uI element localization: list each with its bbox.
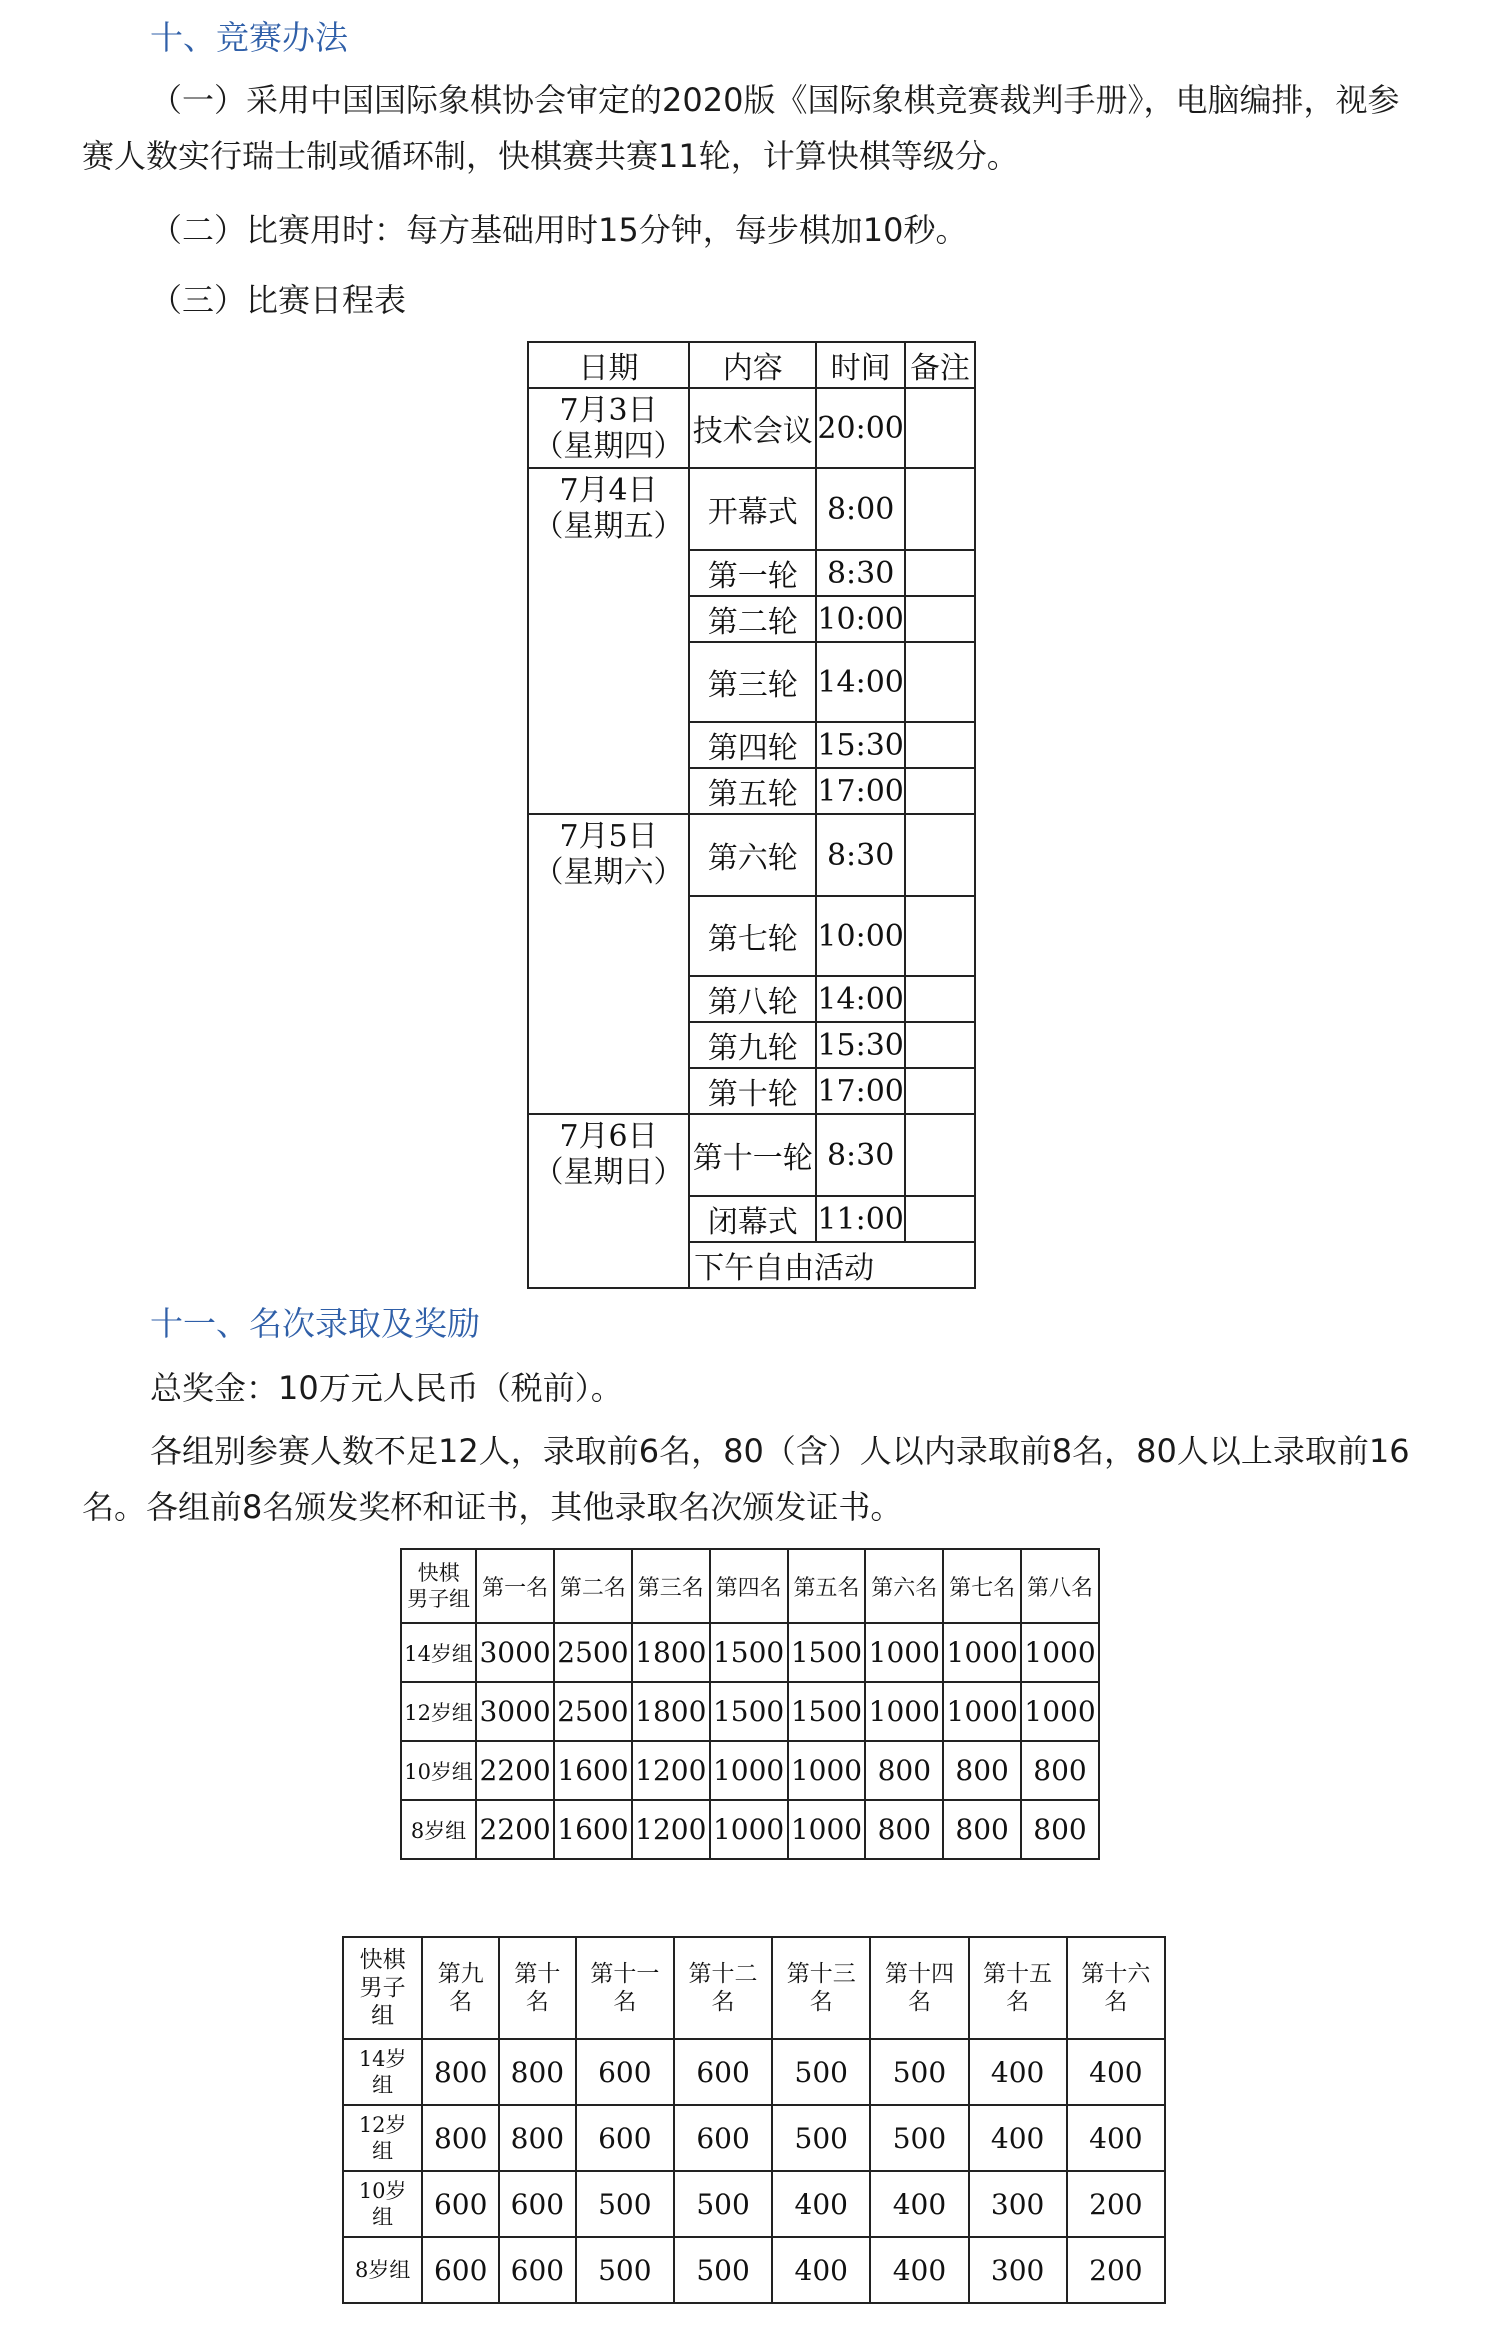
prize-amount: 400	[1067, 2105, 1165, 2171]
prize-group-label: 12岁组	[401, 1682, 476, 1741]
prize-amount: 1200	[632, 1741, 710, 1800]
schedule-note	[905, 642, 975, 722]
schedule-time: 8:30	[816, 550, 904, 596]
prize-amount: 600	[499, 2171, 576, 2237]
schedule-content: 第十一轮	[689, 1114, 816, 1196]
schedule-date: 7月4日	[559, 473, 658, 508]
prize-amount: 600	[576, 2039, 674, 2105]
prize-group-label: 8岁组	[343, 2237, 422, 2303]
prize-amount: 600	[576, 2105, 674, 2171]
schedule-weekday: （星期五）	[533, 509, 684, 544]
prize-amount: 1600	[554, 1800, 632, 1859]
schedule-note	[905, 468, 975, 550]
prize-amount: 2200	[476, 1741, 554, 1800]
prize-table-top8-header-row	[401, 1549, 1099, 1623]
schedule-row	[528, 814, 975, 896]
prize-amount: 1000	[788, 1741, 866, 1800]
schedule-time: 15:30	[816, 1022, 904, 1068]
prize-amount: 3000	[476, 1682, 554, 1741]
prize-rank-header: 第十三 名	[772, 1937, 870, 2039]
prize-amount: 800	[1021, 1741, 1099, 1800]
prize-amount: 1800	[632, 1623, 710, 1682]
prize-amount: 600	[422, 2171, 499, 2237]
prize-rank-header: 第二名	[554, 1549, 632, 1623]
prize-rank-header: 第一名	[476, 1549, 554, 1623]
prize-amount: 400	[772, 2237, 870, 2303]
prize-amount: 400	[772, 2171, 870, 2237]
section-11-paragraph-2	[82, 1423, 1427, 1535]
prize-table-row	[343, 2039, 1165, 2105]
prize-amount: 400	[870, 2237, 968, 2303]
section-10-paragraph-3: （三）比赛日程表	[150, 281, 407, 319]
prize-table-top8	[400, 1548, 1100, 1860]
prize-rank-header: 第十六 名	[1067, 1937, 1165, 2039]
prize-amount: 800	[865, 1741, 943, 1800]
schedule-time: 8:30	[816, 814, 904, 896]
prize-rank-header: 第七名	[943, 1549, 1021, 1623]
schedule-header-time: 时间	[816, 342, 904, 388]
prize-amount: 800	[865, 1800, 943, 1859]
prize-table-9-to-16-header-row	[343, 1937, 1165, 2039]
schedule-note	[905, 596, 975, 642]
schedule-header-date: 日期	[528, 342, 689, 388]
prize-amount: 400	[870, 2171, 968, 2237]
section-11-paragraph-2-text: 各组别参赛人数不足12人，录取前6名，80（含）人以内录取前8名，80人以上录取前16名。各组前8名颁发奖杯和证书，其他录取名次颁发证书。	[82, 1432, 1410, 1526]
schedule-time: 17:00	[816, 1068, 904, 1114]
prize-amount: 1500	[710, 1682, 788, 1741]
schedule-weekday: （星期日）	[533, 1155, 684, 1190]
prize-amount: 2500	[554, 1623, 632, 1682]
prize-group-label: 8岁组	[401, 1800, 476, 1859]
schedule-date: 7月5日	[559, 819, 658, 854]
schedule-free-activity: 下午自由活动	[689, 1242, 975, 1288]
prize-amount: 2500	[554, 1682, 632, 1741]
prize-table-row	[343, 2105, 1165, 2171]
schedule-date-cell	[528, 1114, 689, 1288]
prize-amount: 1800	[632, 1682, 710, 1741]
prize-rank-header: 第六名	[865, 1549, 943, 1623]
schedule-note	[905, 768, 975, 814]
prize-amount: 800	[422, 2039, 499, 2105]
schedule-content: 第三轮	[689, 642, 816, 722]
schedule-content: 第五轮	[689, 768, 816, 814]
schedule-table	[527, 341, 976, 1289]
prize-amount: 300	[969, 2171, 1067, 2237]
section-10-paragraph-1-text: （一）采用中国国际象棋协会审定的2020版《国际象棋竞赛裁判手册》，电脑编排，视参赛人数实行瑞士制或循环制，快棋赛共赛11轮，计算快棋等级分。	[82, 81, 1400, 175]
prize-rank-header: 第四名	[710, 1549, 788, 1623]
prize-amount: 500	[674, 2171, 772, 2237]
schedule-content: 第七轮	[689, 896, 816, 976]
prize-rank-header: 第十四 名	[870, 1937, 968, 2039]
prize-table-row	[401, 1800, 1099, 1859]
schedule-weekday: （星期六）	[533, 855, 684, 890]
schedule-row	[528, 1114, 975, 1196]
prize-rank-header: 第五名	[788, 1549, 866, 1623]
schedule-time: 20:00	[816, 388, 904, 468]
prize-amount: 300	[969, 2237, 1067, 2303]
schedule-note	[905, 896, 975, 976]
prize-amount: 400	[969, 2105, 1067, 2171]
prize-amount: 1000	[865, 1682, 943, 1741]
prize-rank-header: 第九 名	[422, 1937, 499, 2039]
schedule-time: 10:00	[816, 596, 904, 642]
prize-group-label: 10岁组	[401, 1741, 476, 1800]
schedule-header-content: 内容	[689, 342, 816, 388]
prize-amount: 500	[772, 2105, 870, 2171]
prize-amount: 200	[1067, 2171, 1165, 2237]
prize-table-row	[401, 1623, 1099, 1682]
schedule-date-cell	[528, 388, 689, 468]
prize-amount: 800	[943, 1741, 1021, 1800]
schedule-date-cell	[528, 468, 689, 814]
prize-amount: 400	[1067, 2039, 1165, 2105]
schedule-content: 第一轮	[689, 550, 816, 596]
prize-amount: 500	[674, 2237, 772, 2303]
schedule-time: 15:30	[816, 722, 904, 768]
schedule-note	[905, 1022, 975, 1068]
prize-table-row	[343, 2237, 1165, 2303]
schedule-date: 7月6日	[559, 1119, 658, 1154]
prize-amount: 500	[576, 2237, 674, 2303]
prize-table-corner: 快棋 男子 组	[343, 1937, 422, 2039]
prize-amount: 1000	[865, 1623, 943, 1682]
prize-amount: 500	[870, 2039, 968, 2105]
schedule-note	[905, 388, 975, 468]
schedule-note	[905, 1196, 975, 1242]
prize-group-label: 10岁 组	[343, 2171, 422, 2237]
prize-amount: 500	[576, 2171, 674, 2237]
schedule-date-cell	[528, 814, 689, 1114]
section-10-title: 十、竞赛办法	[150, 18, 348, 57]
prize-amount: 1000	[1021, 1623, 1099, 1682]
prize-rank-header: 第十五 名	[969, 1937, 1067, 2039]
prize-amount: 800	[1021, 1800, 1099, 1859]
prize-amount: 500	[772, 2039, 870, 2105]
prize-amount: 1600	[554, 1741, 632, 1800]
prize-amount: 1000	[710, 1800, 788, 1859]
prize-amount: 1000	[943, 1682, 1021, 1741]
prize-group-label: 14岁 组	[343, 2039, 422, 2105]
schedule-row	[528, 468, 975, 550]
prize-group-label: 14岁组	[401, 1623, 476, 1682]
schedule-content: 开幕式	[689, 468, 816, 550]
schedule-time: 8:30	[816, 1114, 904, 1196]
schedule-header-note: 备注	[905, 342, 975, 388]
section-11-paragraph-1: 总奖金：10万元人民币（税前）。	[150, 1369, 623, 1407]
prize-table-9-to-16	[342, 1936, 1166, 2304]
prize-rank-header: 第三名	[632, 1549, 710, 1623]
schedule-note	[905, 722, 975, 768]
prize-amount: 800	[499, 2039, 576, 2105]
prize-rank-header: 第十一 名	[576, 1937, 674, 2039]
schedule-time: 11:00	[816, 1196, 904, 1242]
prize-group-label: 12岁 组	[343, 2105, 422, 2171]
prize-amount: 800	[422, 2105, 499, 2171]
schedule-time: 8:00	[816, 468, 904, 550]
prize-amount: 600	[674, 2039, 772, 2105]
prize-amount: 600	[422, 2237, 499, 2303]
schedule-time: 14:00	[816, 642, 904, 722]
schedule-header-row	[528, 342, 975, 388]
schedule-time: 10:00	[816, 896, 904, 976]
schedule-content: 第八轮	[689, 976, 816, 1022]
prize-rank-header: 第八名	[1021, 1549, 1099, 1623]
schedule-time: 17:00	[816, 768, 904, 814]
section-10-paragraph-2: （二）比赛用时：每方基础用时15分钟，每步棋加10秒。	[150, 211, 968, 249]
schedule-time: 14:00	[816, 976, 904, 1022]
prize-table-corner: 快棋 男子组	[401, 1549, 476, 1623]
schedule-note	[905, 1068, 975, 1114]
prize-amount: 1000	[710, 1741, 788, 1800]
schedule-content: 技术会议	[689, 388, 816, 468]
schedule-note	[905, 550, 975, 596]
schedule-note	[905, 976, 975, 1022]
schedule-content: 第四轮	[689, 722, 816, 768]
prize-rank-header: 第十 名	[499, 1937, 576, 2039]
prize-amount: 2200	[476, 1800, 554, 1859]
prize-rank-header: 第十二 名	[674, 1937, 772, 2039]
schedule-content: 第十轮	[689, 1068, 816, 1114]
prize-table-row	[343, 2171, 1165, 2237]
prize-table-row	[401, 1682, 1099, 1741]
schedule-content: 第二轮	[689, 596, 816, 642]
schedule-weekday: （星期四）	[533, 429, 684, 464]
prize-amount: 1500	[788, 1623, 866, 1682]
schedule-note	[905, 814, 975, 896]
schedule-content: 第六轮	[689, 814, 816, 896]
prize-amount: 1200	[632, 1800, 710, 1859]
section-11-title: 十一、名次录取及奖励	[150, 1304, 480, 1343]
prize-amount: 1500	[788, 1682, 866, 1741]
prize-amount: 1500	[710, 1623, 788, 1682]
section-10-paragraph-1	[82, 72, 1427, 184]
schedule-content: 第九轮	[689, 1022, 816, 1068]
prize-amount: 1000	[788, 1800, 866, 1859]
prize-amount: 600	[499, 2237, 576, 2303]
prize-amount: 500	[870, 2105, 968, 2171]
prize-amount: 1000	[943, 1623, 1021, 1682]
prize-amount: 1000	[1021, 1682, 1099, 1741]
prize-amount: 600	[674, 2105, 772, 2171]
schedule-content: 闭幕式	[689, 1196, 816, 1242]
prize-table-row	[401, 1741, 1099, 1800]
prize-amount: 400	[969, 2039, 1067, 2105]
prize-amount: 200	[1067, 2237, 1165, 2303]
prize-amount: 800	[499, 2105, 576, 2171]
prize-amount: 800	[943, 1800, 1021, 1859]
schedule-row	[528, 388, 975, 468]
schedule-note	[905, 1114, 975, 1196]
prize-amount: 3000	[476, 1623, 554, 1682]
schedule-date: 7月3日	[559, 393, 658, 428]
